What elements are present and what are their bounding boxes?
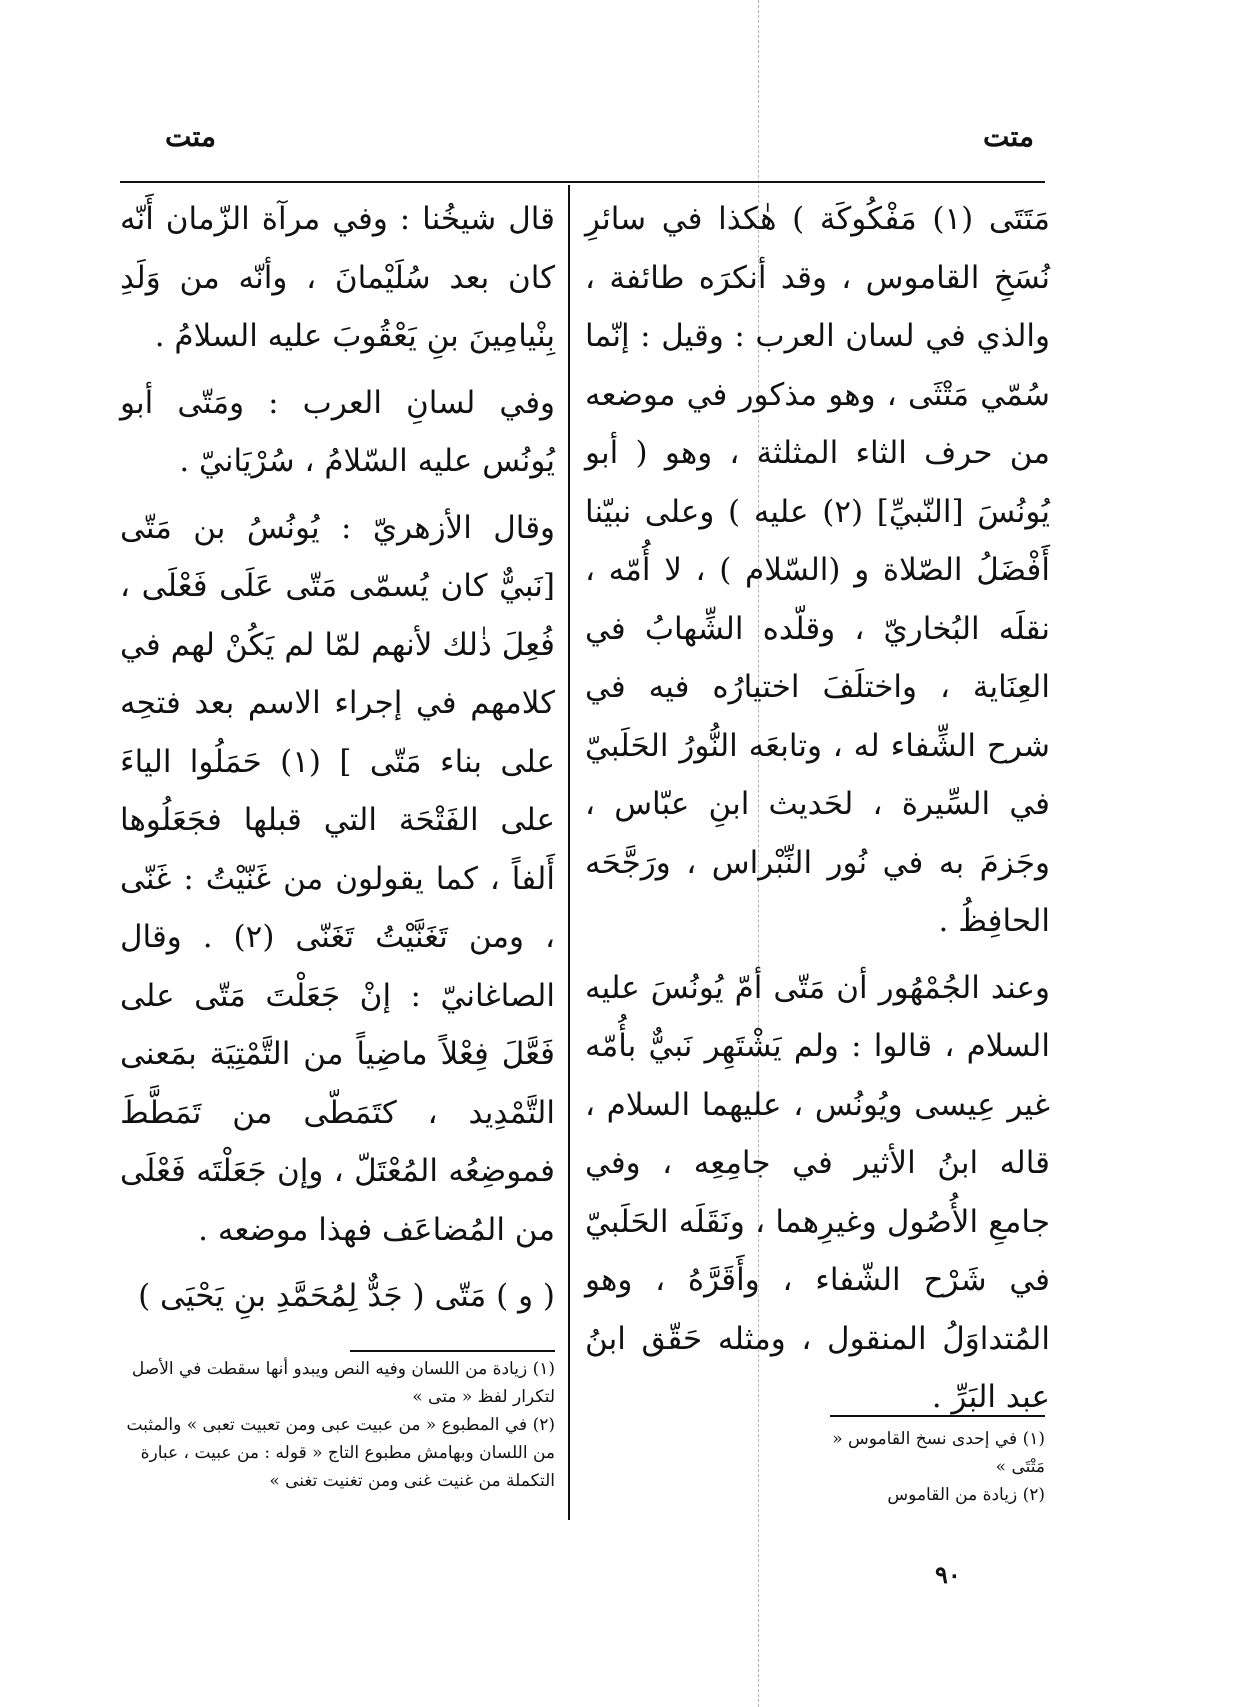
column-divider	[568, 185, 570, 1520]
paragraph: وعند الجُمْهُور أن مَتّى أمّ يُونُسَ عليه السلام ، قالوا : ولم يَشْتَهِر نَبيٌّ بأُمّه غير عِيسى ويُونُس ، عليهما السلام ، قاله ابنُ الأثير في جامِعِه ، وفي جامعِ الأُصُول وغيرِهما ، ونَقَلَه الحَلَبيّ في شَرْح الشّفاء ، وأَقَرَّهُ ، وهو المُتداوَلُ المنقول ، ومثله حَقّق ابنُ عبد البَرِّ .	[585, 969, 1050, 1415]
paragraph: وقال الأزهريّ : يُونُسُ بن مَتّى [نَبيٌّ كان يُسمّى مَتّى عَلَى فَعْلَى ، فُعِلَ ذٰلك لأنهم لمّا لم يَكُنْ لهم في كلامهم في إجراء الاسم بعد فتحِه على بناء مَتّى ] (١) حَمَلُوا الياءَ على الفَتْحَة التي قبلها فجَعَلُوها أَلفاً ، كما يقولون من غَنّيْتُ : غَنّى ، ومن تَغَنَّيْتُ تَغَنّى (٢) . وقال الصاغانيّ : إنْ جَعَلْتَ مَتّى على فَعَّلَ فِعْلاً ماضِياً من التَّمْتِيَة بمَعنى التَّمْدِيد ، كتَمَطّى من تَمَطَّطَ فموضِعُه المُعْتَلّ ، وإن جَعَلْتَه فَعْلَى من المُضاعَف فهذا موضعه .	[120, 509, 555, 1248]
running-head-left: متت	[165, 120, 216, 153]
right-column	[585, 190, 1050, 1435]
footnote: (١) زيادة من اللسان وفيه النص ويبدو أنها سقطت في الأصل لتكرار لفظ « متى »	[131, 1359, 555, 1407]
paragraph: قال شيخُنا : وفي مرآة الزّمان أَنّه كان بعد سُلَيْمانَ ، وأنّه من وَلَدِ بِنْيامِينَ بنِ يَعْقُوبَ عليه السلامُ .	[120, 201, 555, 354]
footnote: (٢) زيادة من القاموس	[887, 1485, 1045, 1505]
page-number: ٩٠	[935, 1560, 961, 1589]
paragraph: وفي لسانِ العرب : ومَتّى أبو يُونُس عليه السّلامُ ، سُرْيَانيّ .	[120, 384, 555, 479]
footnote-rule-right	[830, 1415, 1045, 1417]
footnote: (١) في إحدى نسخ القاموس « مَتْتَى »	[832, 1429, 1045, 1477]
footnote: (٢) في المطبوع « من عبيت عبى ومن تعبيت تعبى » والمثبت من اللسان وبهامش مطبوع التاج « قوله : من عبيت ، عبارة التكملة من غنيت غنى ومن تغنيت تغنى »	[126, 1415, 555, 1491]
footnotes-left	[120, 1355, 555, 1495]
paragraph: مَتَتَى (١) مَفْكُوكَة ) هٰكذا في سائرِ نُسَخِ القاموس ، وقد أنكرَه طائفة ، والذي في لسان العرب : وقيل : إنّما سُمّي مَتْثَى ، وهو مذكور في موضعه من حرف الثاء المثلثة ، وهو ( أبو يُونُسَ [النّبيِّ] (٢) عليه ) وعلى نبيّنا أَفْضَلُ الصّلاة و (السّلام ) ، لا أُمّه ، نقلَه البُخاريّ ، وقلّده الشِّهابُ في العِنَاية ، واختلَفَ اختيارُه فيه في شرح الشِّفاء له ، وتابعَه النُّورُ الحَلَبيّ في السِّيرة ، لحَديث ابنِ عبّاس ، وجَزمَ به في نُور النِّبْراس ، ورَجَّحَه الحافِظُ .	[585, 201, 1051, 939]
running-head-right: متت	[983, 120, 1034, 153]
footnote-rule-left	[350, 1350, 555, 1352]
footnotes-right	[830, 1425, 1045, 1509]
left-column	[120, 190, 555, 1334]
paragraph: ( و ) مَتّى ( جَدٌّ لِمُحَمَّدِ بنِ يَحْيَى )	[138, 1278, 555, 1314]
header-rule	[120, 181, 1045, 183]
